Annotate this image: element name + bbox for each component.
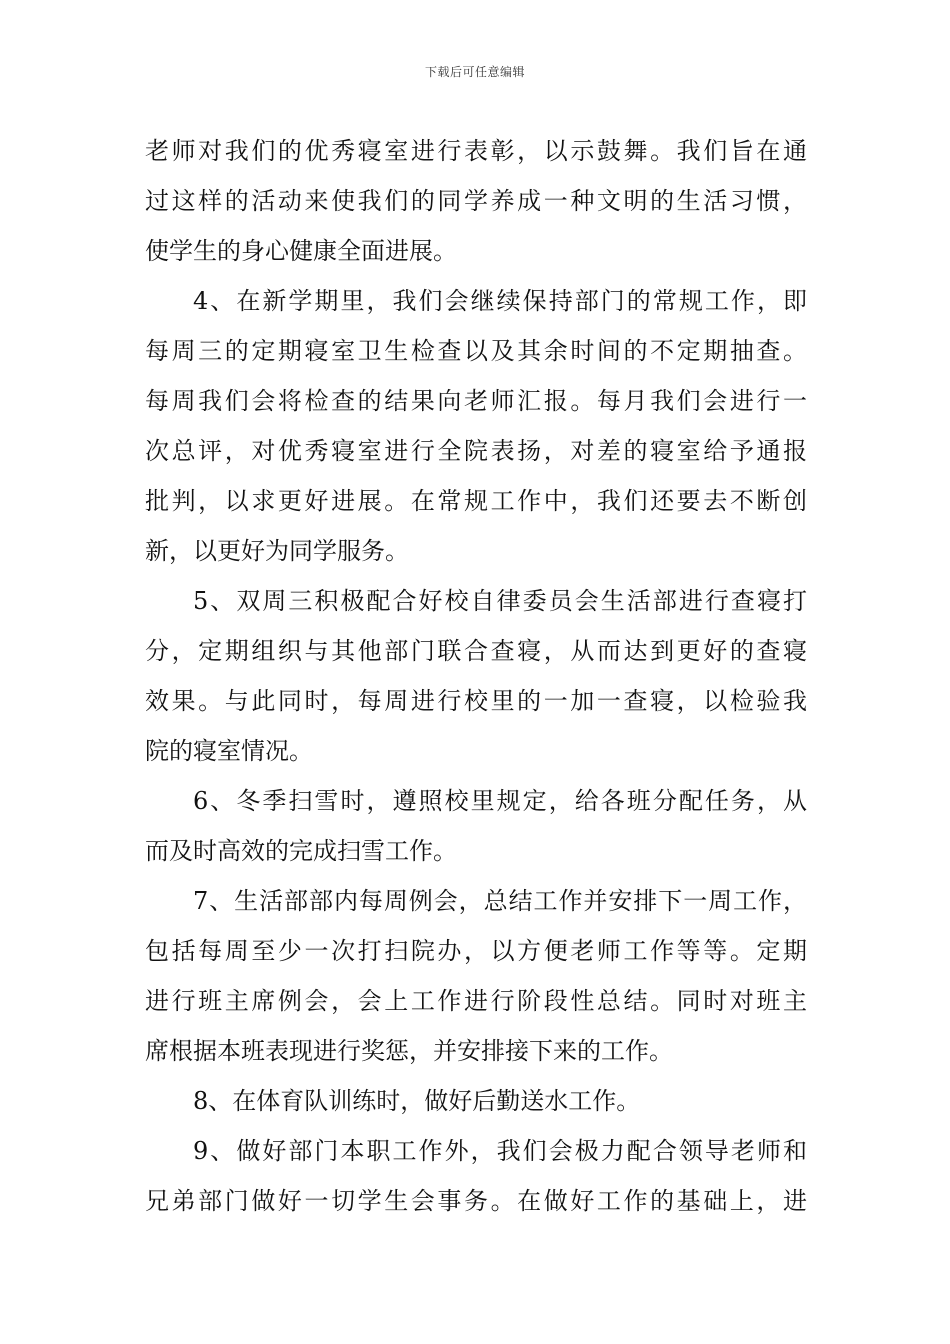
text-line: 批判，以求更好进展。在常规工作中，我们还要去不断创 bbox=[145, 487, 807, 515]
text-line: 每周我们会将检查的结果向老师汇报。每月我们会进行一 bbox=[145, 387, 807, 415]
text-line: 效果。与此同时，每周进行校里的一加一查寝，以检验我 bbox=[145, 687, 807, 715]
text-line: 使学生的身心健康全面进展。 bbox=[145, 237, 457, 265]
text-line: 而及时高效的完成扫雪工作。 bbox=[145, 837, 457, 865]
text-line: 次总评，对优秀寝室进行全院表扬，对差的寝室给予通报 bbox=[145, 437, 807, 465]
text-line: 每周三的定期寝室卫生检查以及其余时间的不定期抽查。 bbox=[145, 337, 807, 365]
text-line: 院的寝室情况。 bbox=[145, 737, 313, 765]
text-line: 6、冬季扫雪时，遵照校里规定，给各班分配任务，从 bbox=[193, 787, 807, 815]
text-line: 9、做好部门本职工作外，我们会极力配合领导老师和 bbox=[193, 1137, 807, 1165]
text-line: 5、双周三积极配合好校自律委员会生活部进行查寝打 bbox=[193, 587, 807, 615]
text-line: 过这样的活动来使我们的同学养成一种文明的生活习惯， bbox=[145, 187, 807, 215]
text-line: 4、在新学期里，我们会继续保持部门的常规工作，即 bbox=[193, 287, 807, 315]
text-line: 进行班主席例会，会上工作进行阶段性总结。同时对班主 bbox=[145, 987, 807, 1015]
text-line: 兄弟部门做好一切学生会事务。在做好工作的基础上，进 bbox=[145, 1187, 807, 1215]
text-line: 分，定期组织与其他部门联合查寝，从而达到更好的查寝 bbox=[145, 637, 807, 665]
text-line: 新，以更好为同学服务。 bbox=[145, 537, 409, 565]
text-line: 老师对我们的优秀寝室进行表彰，以示鼓舞。我们旨在通 bbox=[145, 137, 807, 165]
page-header: 下载后可任意编辑 bbox=[424, 65, 525, 79]
text-line: 席根据本班表现进行奖惩，并安排接下来的工作。 bbox=[145, 1037, 673, 1065]
text-line: 包括每周至少一次打扫院办，以方便老师工作等等。定期 bbox=[145, 937, 807, 965]
document-body bbox=[145, 126, 807, 1226]
text-line: 7、生活部部内每周例会，总结工作并安排下一周工作， bbox=[193, 887, 807, 915]
text-line: 8、在体育队训练时，做好后勤送水工作。 bbox=[193, 1087, 641, 1115]
